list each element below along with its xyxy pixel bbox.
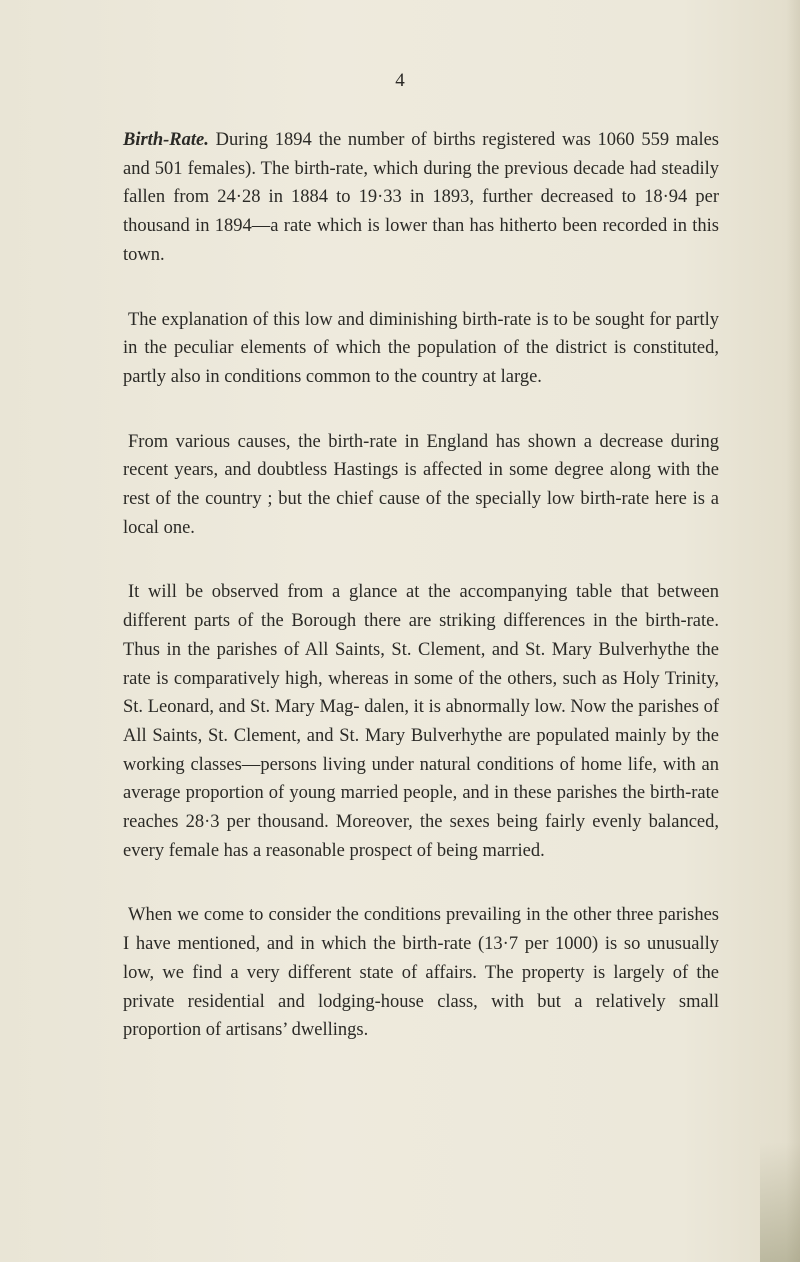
section-heading: Birth-Rate.: [123, 130, 209, 150]
paragraph-conditions: When we come to consider the conditions prevailing in the other three parishes I have mentioned, and in which the birth-rate (13·7 per 1000) is so unusually low, we find a very different state of affairs. The property is largely of the private residential and lodging-house class, with but a relatively small proportion of artisans’ dwellings.: [123, 905, 719, 1041]
corner-stain: [760, 1142, 800, 1262]
paragraph-explanation: The explanation of this low and diminishing birth-rate is to be sought for partly in the peculiar elements of which the population of the district is constituted, partly also in conditions common to the country at large.: [123, 309, 719, 387]
paragraph-parishes: It will be observed from a glance at the accompanying table that between different parts of the Borough there are striking differences in the birth-rate. Thus in the parishes of All Saints, St. Clement, and St. Mary Bulverhythe the rate is comparatively high, whereas in some of the others, such as Holy Trinity, St. Leonard, and St. Mary Mag- dalen, it is abnormally low. Now the parishes of All Saints, St. Clement, and St. Mary Bulverhythe are populated mainly by the working classes—persons living under natural conditions of home life, with an average proportion of young married people, and in these parishes the birth-rate reaches 28·3 per thousand. Moreover, the sexes being fairly evenly balanced, every female has a reasonable prospect of being married.: [123, 582, 719, 861]
page-number: 4: [395, 70, 405, 91]
paragraph-text: During 1894 the number of births registered was 1060 559 males and 501 females). The birth-rate, which during the previous decade had steadily fallen from 24·28 in 1884 to 19·33 in 1893, further decreased to 18·94 per thousand in 1894—a rate which is lower than has hitherto been recorded in this town.: [123, 130, 719, 265]
body-text: [123, 126, 719, 1081]
page-edge-shadow: [786, 0, 800, 1262]
paragraph-causes: From various causes, the birth-rate in England has shown a decrease during recent years, and doubtless Hastings is affected in some degree along with the rest of the country ; but the chief cause of the specially low birth-rate here is a local one.: [123, 431, 719, 538]
paragraph-birth-rate: [123, 126, 719, 270]
